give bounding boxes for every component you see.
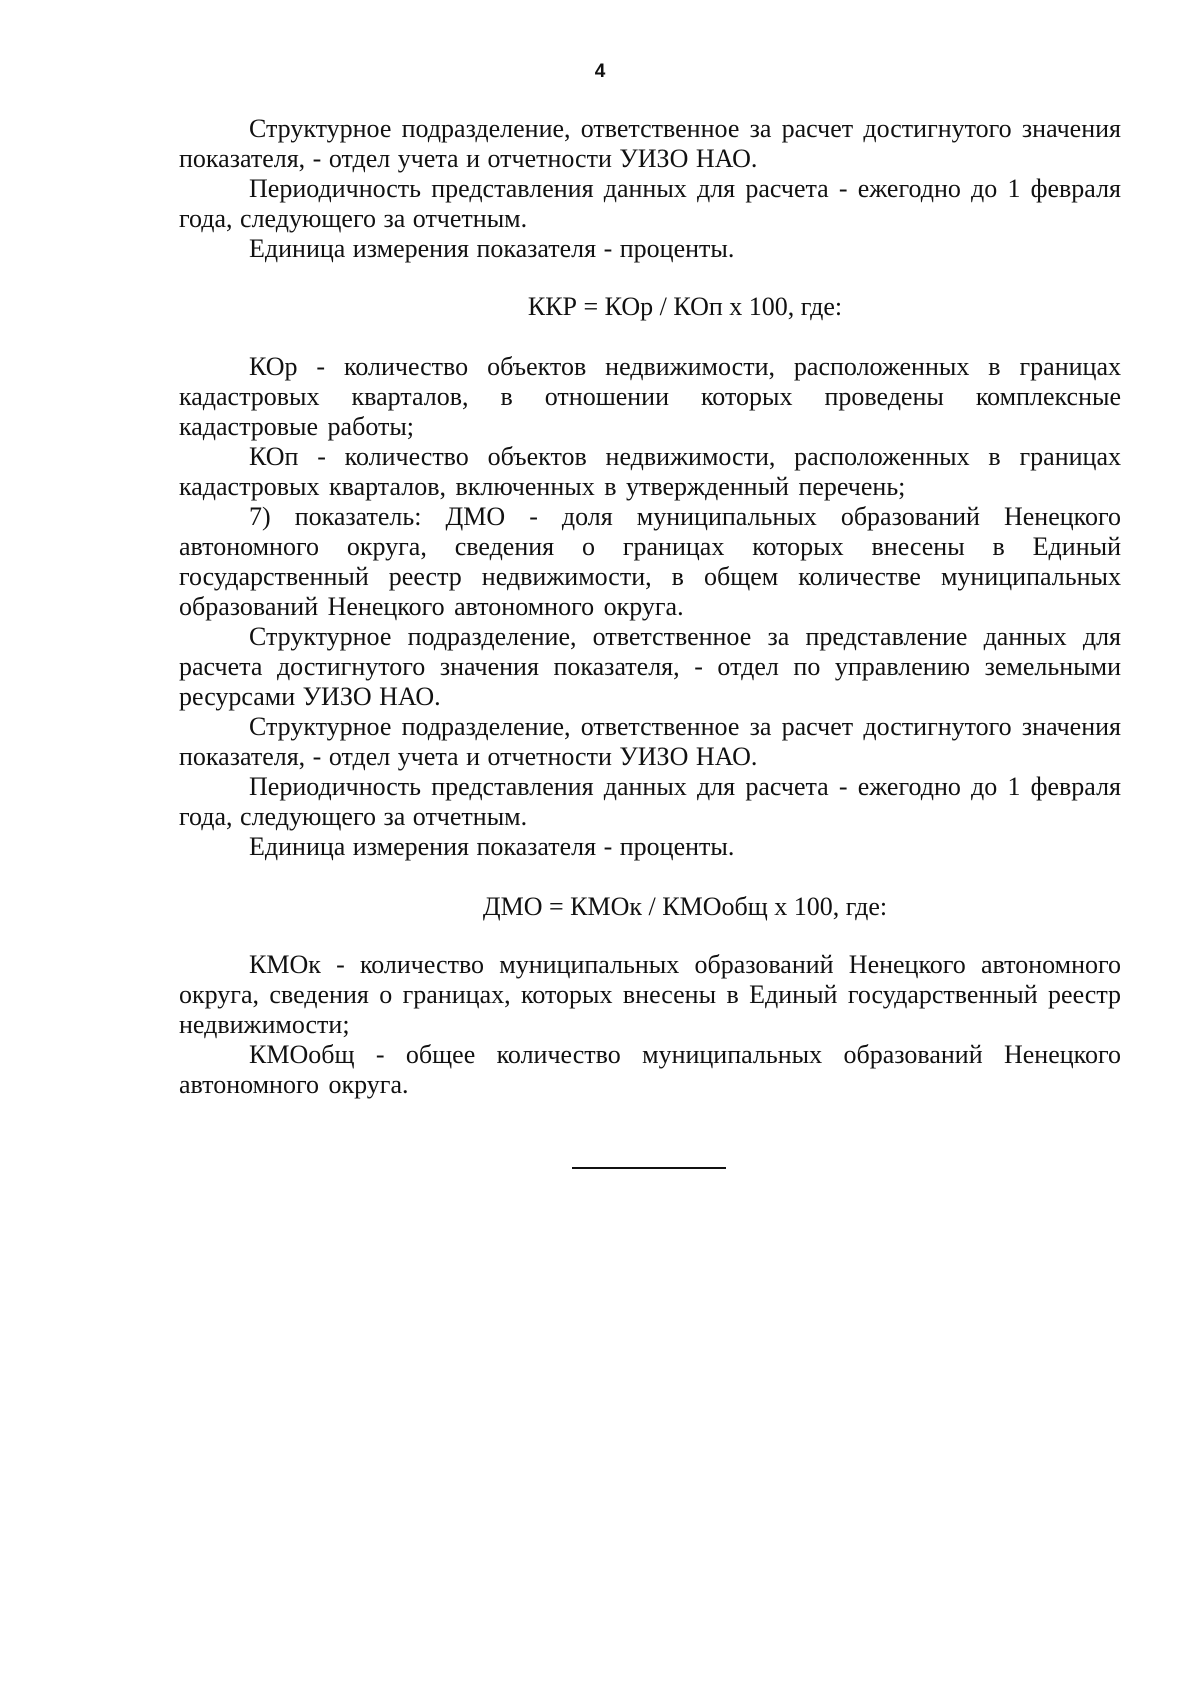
paragraph-measure-unit: Единица измерения показателя - проценты.: [249, 234, 735, 263]
formula-dmo: ДМО = КМОк / КМОобщ x 100, где:: [482, 892, 888, 921]
page-number: 4: [594, 61, 606, 82]
paragraph-kmok-definition: КМОк - количество муниципальных образований Ненецкого автономного округа, сведения о границах, которых внесены в Единый государственный реестр недвижимости;: [179, 950, 1121, 1039]
paragraph-kop-definition: КОп - количество объектов недвижимости, расположенных в границах кадастровых кварталов, включенных в утвержденный перечень;: [179, 442, 1121, 501]
paragraph-kor-definition: КОр - количество объектов недвижимости, расположенных в границах кадастровых кварталов, в отношении которых проведены комплексные кадастровые работы;: [179, 352, 1121, 441]
paragraph-periodicity: Периодичность представления данных для расчета - ежегодно до 1 февраля года, следующего за отчетным.: [179, 174, 1121, 233]
paragraph-data-unit: Структурное подразделение, ответственное за представление данных для расчета достигнутого значения показателя, - отдел по управлению земельными ресурсами УИЗО НАО.: [179, 622, 1121, 711]
paragraph-calc-unit: Структурное подразделение, ответственное за расчет достигнутого значения показателя, - отдел учета и отчетности УИЗО НАО.: [179, 114, 1121, 173]
paragraph-periodicity-2: Периодичность представления данных для расчета - ежегодно до 1 февраля года, следующего за отчетным.: [179, 772, 1121, 831]
paragraph-kmoobsch-definition: КМОобщ - общее количество муниципальных образований Ненецкого автономного округа.: [179, 1040, 1121, 1099]
paragraph-calc-unit-2: Структурное подразделение, ответственное за расчет достигнутого значения показателя, - отдел учета и отчетности УИЗО НАО.: [179, 712, 1121, 771]
document-body: [179, 114, 1121, 1100]
paragraph-measure-unit-2: Единица измерения показателя - проценты.: [249, 832, 735, 861]
formula-kkr: ККР = КОр / КОп x 100, где:: [527, 292, 843, 321]
end-divider-line: [572, 1167, 726, 1169]
paragraph-indicator-dmo: 7) показатель: ДМО - доля муниципальных образований Ненецкого автономного округа, сведения о границах которых внесены в Единый государственный реестр недвижимости, в общем количестве муниципальных образований Ненецкого автономного округа.: [179, 502, 1121, 621]
